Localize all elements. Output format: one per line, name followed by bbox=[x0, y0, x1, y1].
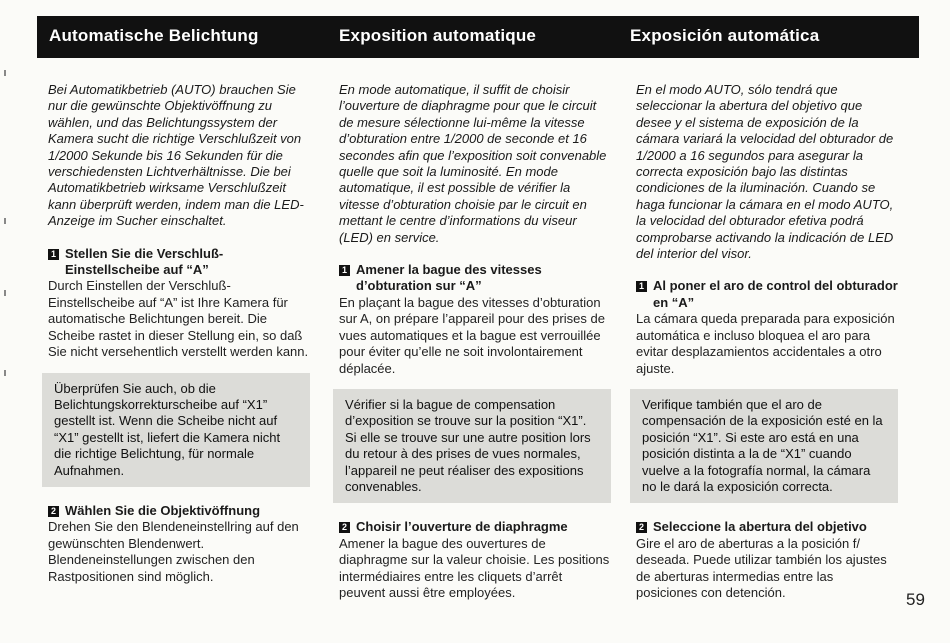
header-title-fr: Exposition automatique bbox=[339, 26, 537, 45]
step-number-box: 2 bbox=[339, 522, 350, 533]
step1-heading-fr bbox=[339, 262, 611, 295]
step-number-box: 1 bbox=[636, 281, 647, 292]
step1-heading-de bbox=[48, 246, 310, 279]
step2-title-es: Seleccione la abertura del objetivo bbox=[653, 519, 867, 535]
step-number-box: 1 bbox=[339, 265, 350, 276]
step1-title-de: Stellen Sie die Verschluß-Einstellscheibe auf “A” bbox=[65, 245, 224, 278]
step1-body-de: Durch Einstellen der Verschluß-Einstellscheibe auf “A” ist Ihre Kamera für automatische Belichtungen bereit. Die Scheibe rastet in dieser Stellung ein, so daß Sie nicht versehentlich verstellt werden kann. bbox=[48, 278, 309, 360]
step1-body-es: La cámara queda preparada para exposición automática e incluso bloquea el aro para evitar desplazamientos accidentales a otro ajuste. bbox=[636, 311, 895, 376]
step1-body-fr: En plaçant la bague des vitesses d’obturation sur A, on prépare l’appareil pour des prises de vues automatiques et la bague est verrouillée pour éviter qu’elle ne soit involontairement déplacée. bbox=[339, 294, 605, 376]
step2-body-fr: Amener la bague des ouvertures de diaphragme sur la valeur choisie. Les positions intermédiaires entre les cliquets d’arrêt peuvent aussi être employées. bbox=[339, 535, 610, 600]
step2-title-fr: Choisir l’ouverture de diaphragme bbox=[356, 519, 568, 535]
note-box-de: Überprüfen Sie auch, ob die Belichtungskorrekturscheibe auf “X1” gestellt ist. Wenn die Scheibe nicht auf “X1” gestellt ist, liefert die Kamera nicht die richtige Belichtung, für normale Aufnahmen. bbox=[42, 373, 310, 487]
step-number-box: 2 bbox=[48, 506, 59, 517]
step2-body-es: Gire el aro de aberturas a la posición f/ deseada. Puede utilizar también los ajustes de aberturas intermedias entre las posiciones con detención. bbox=[636, 535, 887, 600]
intro-text-fr: En mode automatique, il suffit de choisir l’ouverture de diaphragme pour que le circuit de mesure sélectionne lui-même la vitesse d’obturation entre 1/2000 de seconde et 16 secondes afin que l’exposition soit convenable quelle que soit la luminosité. En mode automatique, il est possible de vérifier la vitesse d’obturation choisie par le circuit en mettant le centre d’informations du viseur (LED) en service. bbox=[339, 82, 607, 245]
note-box-es: Verifique también que el aro de compensación de la exposición esté en la posición “X1”. Si este aro está en una posición distinta a la de “X1” cuando vuelve a la fotografía normal, la cámara no le dará la exposición correcta. bbox=[630, 389, 898, 503]
step2-heading-fr bbox=[339, 519, 611, 535]
scan-edge-mark bbox=[4, 290, 6, 296]
step1-title-fr: Amener la bague des vitesses d’obturation sur “A” bbox=[356, 262, 542, 294]
step1-heading-es bbox=[636, 278, 898, 311]
column-de bbox=[48, 82, 310, 597]
step2-body-de: Drehen Sie den Blendeneinstellring auf den gewünschten Blendenwert. Blendeneinstellungen zwischen den Rastpositionen sind möglich. bbox=[48, 519, 299, 584]
header-title-de: Automatische Belichtung bbox=[49, 26, 259, 45]
step2-heading-es bbox=[636, 519, 898, 535]
intro-text-es: En el modo AUTO, sólo tendrá que seleccionar la abertura del objetivo que desee y el sistema de exposición de la cámara variará la velocidad del obturador de 1/2000 a 16 segundos para asegurar la correcta exposición bajo las distintas condiciones de la iluminación. Cuando se haga funcionar la cámara en el modo AUTO, la velocidad del obturador efetiva podrá comprobarse activando la indicación de LED del interior del visor. bbox=[636, 82, 894, 262]
intro-text-de: Bei Automatikbetrieb (AUTO) brauchen Sie nur die gewünschte Objektivöffnung zu wählen, und das Belichtungssystem der Kamera sucht die richtige Verschlußzeit von 1/2000 Sekunde bis 16 Sekunden für die verschiedensten Lichtverhältnisse. Die bei Automatikbetrieb wirksame Verschlußzeit kann überprüft werden, indem man die LED-Anzeige im Sucher einschaltet. bbox=[48, 82, 304, 229]
step1-title-es: Al poner el aro de control del obturador en “A” bbox=[653, 278, 898, 310]
step2-heading-de bbox=[48, 503, 310, 519]
scan-edge-mark bbox=[4, 218, 6, 224]
header-title-es: Exposición automática bbox=[630, 26, 820, 45]
page-number: 59 bbox=[906, 590, 925, 609]
step-number-box: 1 bbox=[48, 249, 59, 260]
column-fr bbox=[339, 82, 611, 613]
step-number-box: 2 bbox=[636, 522, 647, 533]
note-box-fr: Vérifier si la bague de compensation d’exposition se trouve sur la position “X1”. Si elle se trouve sur une autre position lors du retour à des prises de vues normales, l’appareil ne peut réaliser des expositions convenables. bbox=[333, 389, 611, 503]
scan-edge-mark bbox=[4, 370, 6, 376]
step2-title-de: Wählen Sie die Objektivöffnung bbox=[65, 502, 261, 518]
header-bar bbox=[37, 16, 919, 58]
column-es bbox=[636, 82, 898, 613]
scan-edge-mark bbox=[4, 70, 6, 76]
